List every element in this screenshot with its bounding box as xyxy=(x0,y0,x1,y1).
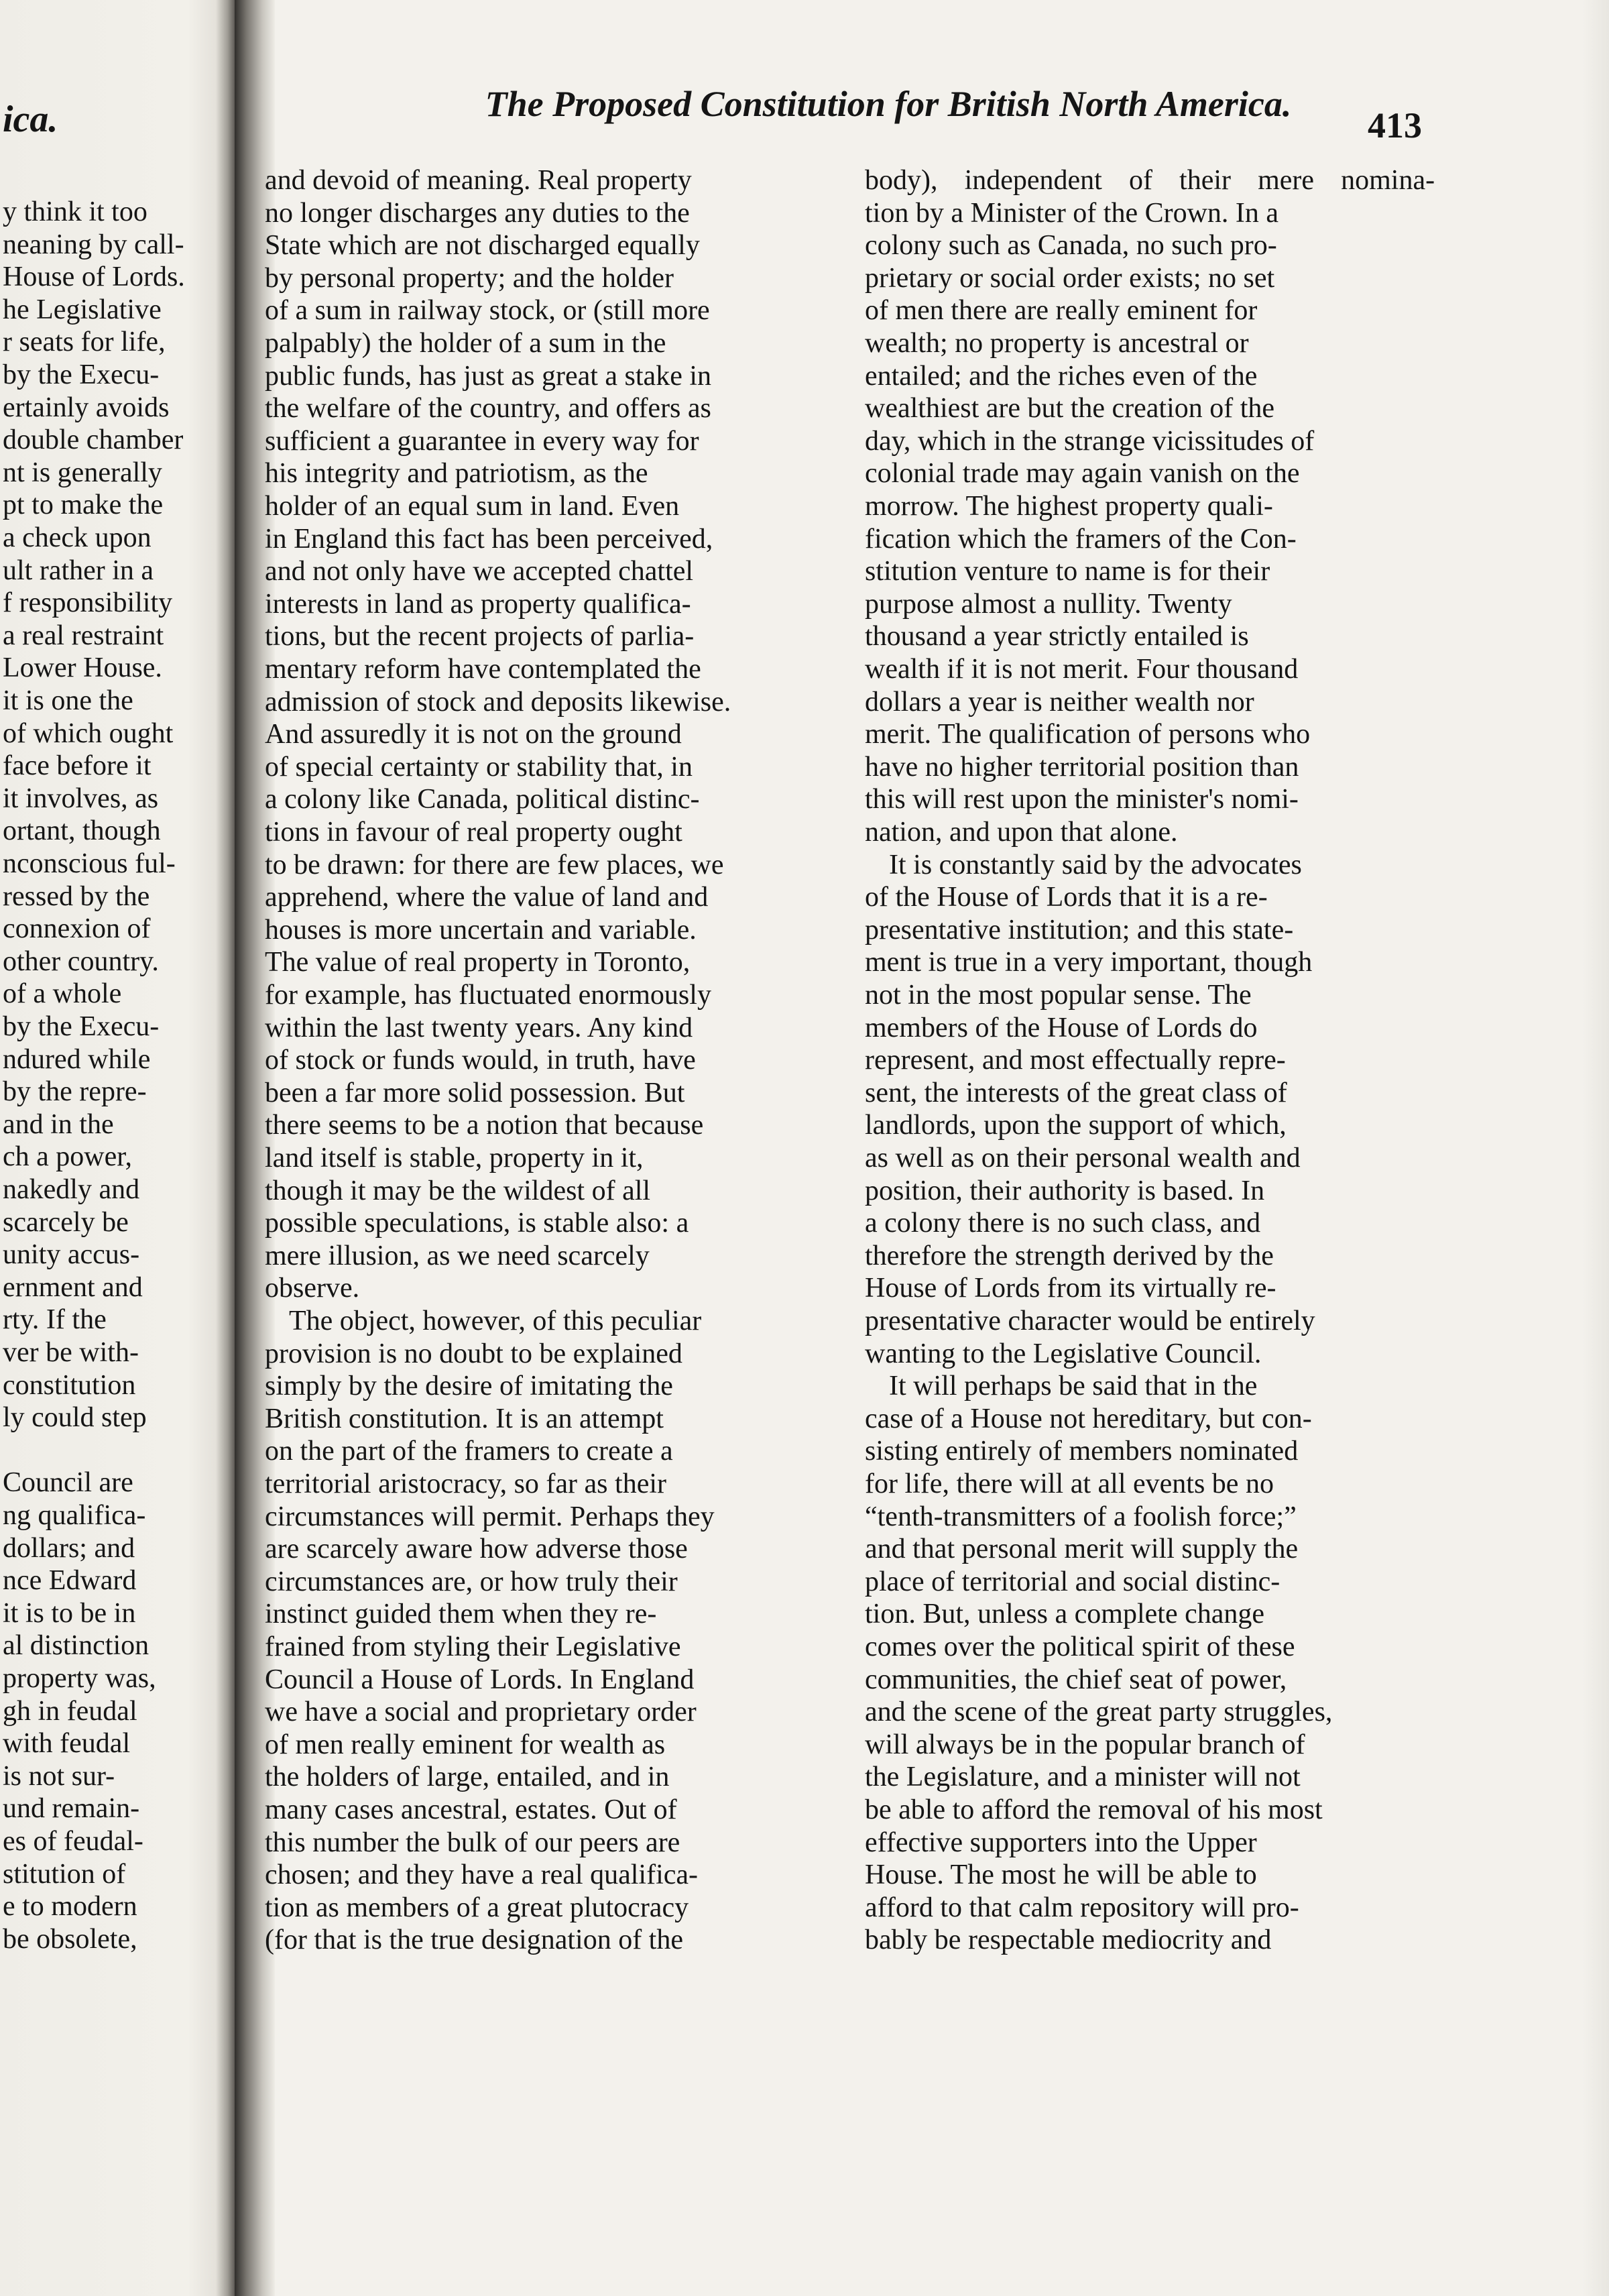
text-line: sisting entirely of members nominated xyxy=(865,1436,1299,1467)
text-line: unity accus- xyxy=(3,1239,140,1270)
text-line: ly could step xyxy=(3,1402,147,1433)
text-line: a colony there is no such class, and xyxy=(865,1208,1261,1239)
text-line: mere illusion, as we need scarcely xyxy=(265,1241,650,1271)
text-line: though it may be the wildest of all xyxy=(265,1175,651,1206)
text-line: of special certainty or stability that, in xyxy=(265,752,693,783)
text-line: a colony like Canada, political distinc- xyxy=(265,784,700,815)
text-line: and not only have we accepted chattel xyxy=(265,556,694,587)
text-line: tion as members of a great plutocracy xyxy=(265,1892,689,1923)
text-line: of a sum in railway stock, or (still more xyxy=(265,295,710,326)
text-line: for example, has fluctuated enormously xyxy=(265,980,711,1011)
text-line: and that personal merit will supply the xyxy=(865,1534,1299,1564)
text-line: other country. xyxy=(3,946,159,977)
page-edge xyxy=(1582,0,1609,2296)
text-line: it involves, as xyxy=(3,783,159,814)
text-line: apprehend, where the value of land and xyxy=(265,882,709,913)
text-line: ressed by the xyxy=(3,881,150,912)
text-line: pt to make the xyxy=(3,490,164,520)
text-line: comes over the political spirit of these xyxy=(865,1631,1295,1662)
text-line: by the Execu- xyxy=(3,359,160,390)
text-line: on the part of the framers to create a xyxy=(265,1436,673,1467)
text-line: are scarcely aware how adverse those xyxy=(265,1534,688,1564)
text-line: rty. If the xyxy=(3,1304,107,1335)
text-line: al distinction xyxy=(3,1630,150,1661)
text-line: sufficient a guarantee in every way for xyxy=(265,426,699,457)
text-line: communities, the chief seat of power, xyxy=(865,1664,1287,1695)
text-line: for life, there will at all events be no xyxy=(865,1469,1274,1499)
text-line: be able to afford the removal of his most xyxy=(865,1794,1323,1825)
text-line: e to modern xyxy=(3,1891,137,1922)
text-line: a real restraint xyxy=(3,620,164,651)
text-line: been a far more solid possession. But xyxy=(265,1078,685,1108)
text-line: sent, the interests of the great class of xyxy=(865,1078,1287,1108)
text-line: public funds, has just as great a stake in xyxy=(265,361,712,392)
text-line: have no higher territorial position than xyxy=(865,752,1299,783)
text-line: dollars a year is neither wealth nor xyxy=(865,687,1254,718)
text-line: (for that is the true designation of the xyxy=(265,1925,683,1955)
text-line: entailed; and the riches even of the xyxy=(865,361,1258,392)
text-line: “tenth-transmitters of a foolish force;” xyxy=(865,1501,1297,1532)
text-line: members of the House of Lords do xyxy=(865,1013,1258,1043)
text-line: this number the bulk of our peers are xyxy=(265,1827,680,1858)
text-line: And assuredly it is not on the ground xyxy=(265,719,682,750)
text-line: be obsolete, xyxy=(3,1924,137,1955)
text-line: mentary reform have contemplated the xyxy=(265,654,701,685)
text-line: will always be in the popular branch of xyxy=(865,1729,1305,1760)
text-line: it is to be in xyxy=(3,1598,136,1629)
text-line: nt is generally xyxy=(3,457,162,488)
text-line: by the Execu- xyxy=(3,1011,160,1042)
text-line: to be drawn: for there are few places, we xyxy=(265,850,724,880)
text-line: scarcely be xyxy=(3,1207,129,1238)
text-line: neaning by call- xyxy=(3,229,184,260)
text-line: we have a social and proprietary order xyxy=(265,1697,697,1727)
text-line: and in the xyxy=(3,1109,114,1140)
text-line: of men there are really eminent for xyxy=(865,295,1258,326)
text-line: British constitution. It is an attempt xyxy=(265,1403,664,1434)
text-line: body), independent of their mere nomina- xyxy=(865,165,1435,196)
text-line: fication which the framers of the Con- xyxy=(865,524,1297,555)
text-line: within the last twenty years. Any kind xyxy=(265,1013,693,1043)
text-line: stitution of xyxy=(3,1859,126,1890)
text-line: there seems to be a notion that because xyxy=(265,1110,704,1141)
text-line: admission of stock and deposits likewise. xyxy=(265,687,731,718)
text-line: the welfare of the country, and offers as xyxy=(265,393,711,424)
text-line: of a whole xyxy=(3,978,122,1009)
text-line: ertainly avoids xyxy=(3,392,170,423)
text-line: wealth; no property is ancestral or xyxy=(865,328,1249,359)
text-line: r seats for life, xyxy=(3,327,166,357)
text-line: ernment and xyxy=(3,1272,143,1303)
text-line: f responsibility xyxy=(3,587,173,618)
text-line: presentative institution; and this state- xyxy=(865,915,1294,945)
text-line: case of a House not hereditary, but con- xyxy=(865,1403,1312,1434)
text-line: tion. But, unless a complete change xyxy=(865,1599,1265,1629)
text-line: prietary or social order exists; no set xyxy=(865,263,1275,294)
text-line: and the scene of the great party struggles, xyxy=(865,1697,1333,1727)
text-line: morrow. The highest property quali- xyxy=(865,491,1273,522)
text-line: presentative character would be entirely xyxy=(865,1306,1315,1336)
text-line: landlords, upon the support of which, xyxy=(865,1110,1287,1141)
text-line: represent, and most effectually repre- xyxy=(865,1045,1286,1076)
text-line: holder of an equal sum in land. Even xyxy=(265,491,680,522)
text-line: ndured while xyxy=(3,1044,151,1075)
text-line: ult rather in a xyxy=(3,555,154,586)
text-line: nconscious ful- xyxy=(3,848,176,879)
text-line: colony such as Canada, no such pro- xyxy=(865,230,1277,261)
text-line: in England this fact has been perceived, xyxy=(265,524,713,555)
page-number: 413 xyxy=(1368,105,1422,146)
text-line: interests in land as property qualifica- xyxy=(265,589,691,620)
text-line: simply by the desire of imitating the xyxy=(265,1371,673,1401)
text-line: frained from styling their Legislative xyxy=(265,1631,681,1662)
text-line: by the repre- xyxy=(3,1076,147,1107)
text-line: afford to that calm repository will pro- xyxy=(865,1892,1299,1923)
text-line: of men really eminent for wealth as xyxy=(265,1729,666,1760)
text-line: the holders of large, entailed, and in xyxy=(265,1762,670,1792)
text-line: wealthiest are but the creation of the xyxy=(865,393,1275,424)
text-line: double chamber xyxy=(3,424,184,455)
text-line: It is constantly said by the advocates xyxy=(889,850,1302,880)
text-line: the Legislature, and a minister will not xyxy=(865,1762,1301,1792)
text-line: by personal property; and the holder xyxy=(265,263,674,294)
text-line: circumstances will permit. Perhaps they xyxy=(265,1501,715,1532)
text-line: as well as on their personal wealth and xyxy=(865,1143,1301,1173)
text-line: ortant, though xyxy=(3,815,161,846)
text-line: connexion of xyxy=(3,913,151,944)
text-line: wealth if it is not merit. Four thousand xyxy=(865,654,1299,685)
text-line: The object, however, of this peculiar xyxy=(289,1306,702,1336)
text-line: ver be with- xyxy=(3,1337,139,1368)
text-line: House of Lords from its virtually re- xyxy=(865,1273,1276,1304)
text-line: day, which in the strange vicissitudes of xyxy=(865,426,1315,457)
text-line: It will perhaps be said that in the xyxy=(889,1371,1258,1401)
facing-page-heading-fragment: ica. xyxy=(3,99,58,140)
text-line: a check upon xyxy=(3,522,152,553)
text-line: observe. xyxy=(265,1273,360,1304)
text-line: of the House of Lords that it is a re- xyxy=(865,882,1268,913)
text-line: Council are xyxy=(3,1467,133,1498)
text-line: therefore the strength derived by the xyxy=(865,1241,1274,1271)
text-line: instinct guided them when they re- xyxy=(265,1599,657,1629)
text-line: territorial aristocracy, so far as their xyxy=(265,1469,666,1499)
text-line: dollars; and xyxy=(3,1533,135,1564)
text-line: this will rest upon the minister's nomi- xyxy=(865,784,1299,815)
text-line: merit. The qualification of persons who xyxy=(865,719,1311,750)
text-line: he Legislative xyxy=(3,294,162,325)
text-line: no longer discharges any duties to the xyxy=(265,198,690,229)
text-line: effective supporters into the Upper xyxy=(865,1827,1257,1858)
text-line: colonial trade may again vanish on the xyxy=(865,458,1300,489)
text-line: State which are not discharged equally xyxy=(265,230,700,261)
text-line: it is one the xyxy=(3,685,133,716)
text-line: The value of real property in Toronto, xyxy=(265,947,691,978)
text-line: ch a power, xyxy=(3,1141,133,1172)
text-line: and devoid of meaning. Real property xyxy=(265,165,692,196)
text-line: land itself is stable, property in it, xyxy=(265,1143,644,1173)
text-line: Lower House. xyxy=(3,652,162,683)
running-head: The Proposed Constitution for British North America. xyxy=(485,84,1292,124)
text-line: y think it too xyxy=(3,196,147,227)
text-line: constitution xyxy=(3,1370,136,1401)
text-line: many cases ancestral, estates. Out of xyxy=(265,1794,677,1825)
text-line: of stock or funds would, in truth, have xyxy=(265,1045,696,1076)
text-line: his integrity and patriotism, as the xyxy=(265,458,648,489)
text-line: House of Lords. xyxy=(3,262,185,292)
text-line: with feudal xyxy=(3,1728,131,1759)
text-line: und remain- xyxy=(3,1793,140,1824)
text-line: tions, but the recent projects of parlia- xyxy=(265,621,695,652)
text-line: nce Edward xyxy=(3,1565,137,1596)
text-line: nakedly and xyxy=(3,1174,140,1205)
text-line: wanting to the Legislative Council. xyxy=(865,1338,1262,1369)
text-line: gh in feudal xyxy=(3,1696,137,1727)
text-line: property was, xyxy=(3,1663,156,1694)
text-line: tion by a Minister of the Crown. In a xyxy=(865,198,1279,229)
text-line: ment is true in a very important, though xyxy=(865,947,1313,978)
text-line: face before it xyxy=(3,750,152,781)
text-line: possible speculations, is stable also: a xyxy=(265,1208,689,1239)
text-line: of which ought xyxy=(3,718,174,749)
text-line: not in the most popular sense. The xyxy=(865,980,1252,1011)
text-line: tions in favour of real property ought xyxy=(265,817,682,848)
text-line: is not sur- xyxy=(3,1761,115,1792)
text-line: palpably) the holder of a sum in the xyxy=(265,328,666,359)
text-line: nation, and upon that alone. xyxy=(865,817,1178,848)
text-line: Council a House of Lords. In England xyxy=(265,1664,695,1695)
text-line: houses is more uncertain and variable. xyxy=(265,915,697,945)
text-line: bably be respectable mediocrity and xyxy=(865,1925,1272,1955)
text-line: place of territorial and social distinc- xyxy=(865,1566,1280,1597)
text-line: House. The most he will be able to xyxy=(865,1859,1257,1890)
text-line: purpose almost a nullity. Twenty xyxy=(865,589,1232,620)
text-line: thousand a year strictly entailed is xyxy=(865,621,1249,652)
text-line: chosen; and they have a real qualifica- xyxy=(265,1859,699,1890)
text-line: position, their authority is based. In xyxy=(865,1175,1265,1206)
text-line: circumstances are, or how truly their xyxy=(265,1566,678,1597)
text-line: es of feudal- xyxy=(3,1826,143,1857)
text-line: ng qualifica- xyxy=(3,1500,146,1531)
text-line: stitution venture to name is for their xyxy=(865,556,1270,587)
text-line: provision is no doubt to be explained xyxy=(265,1338,682,1369)
